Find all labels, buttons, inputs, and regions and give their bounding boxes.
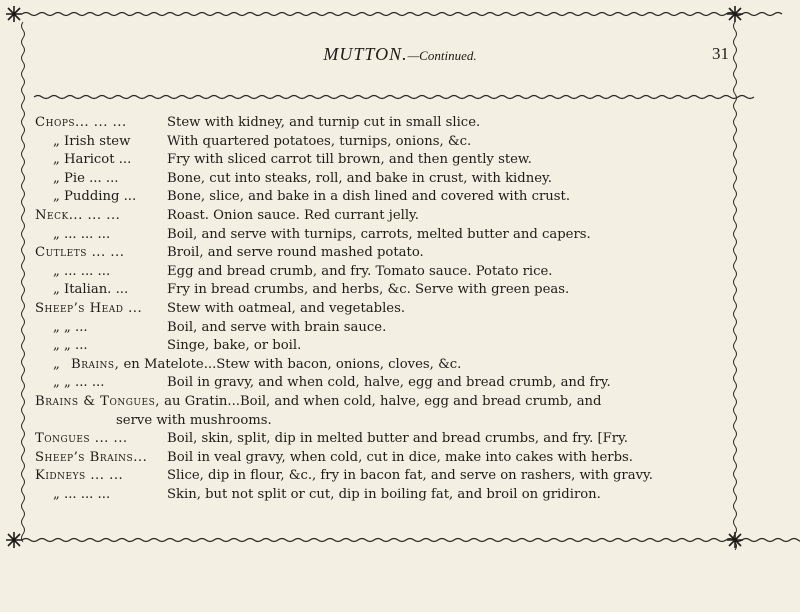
- item-label: Neck... ... ...: [35, 207, 121, 223]
- item-label: Cutlets ... ...: [35, 245, 125, 261]
- list-item-continuation: [35, 412, 771, 431]
- item-label: „ Pie ... ...: [53, 170, 119, 186]
- item-label: „ ... ... ...: [53, 226, 111, 242]
- item-heading: Brains & Tongues,: [35, 393, 160, 409]
- item-text: Broil, and serve round mashed potato.: [167, 245, 424, 261]
- title-main: MUTTON.: [323, 44, 408, 64]
- item-label: „ Italian. ...: [53, 282, 129, 298]
- item-label: „ Pudding ...: [53, 189, 137, 205]
- list-item: [35, 300, 771, 319]
- left-wavy-edge: [22, 22, 25, 542]
- item-text: Slice, dip in flour, &c., fry in bacon fat, and serve on rashers, with gravy.: [167, 468, 653, 484]
- item-text: serve with mushrooms.: [116, 412, 272, 428]
- recipe-list: [35, 114, 771, 504]
- list-item: [35, 449, 771, 468]
- list-item: [35, 151, 771, 170]
- item-text: Fry with sliced carrot till brown, and then gently stew.: [167, 152, 532, 168]
- item-text: Bone, slice, and bake in a dish lined and covered with crust.: [167, 189, 571, 205]
- item-text: en Matelote...Stew with bacon, onions, cloves, &c.: [123, 356, 462, 372]
- list-item: [35, 486, 771, 505]
- page-header: [0, 44, 800, 68]
- list-item: [35, 170, 771, 189]
- list-item: [35, 226, 771, 245]
- page-title: [0, 44, 800, 65]
- list-item: [35, 356, 771, 375]
- item-label: Kidneys ... ...: [35, 468, 124, 484]
- item-text: Singe, bake, or boil.: [167, 338, 302, 354]
- list-item: [35, 393, 771, 412]
- list-item: [35, 114, 771, 133]
- item-label: „ Irish stew: [53, 133, 131, 149]
- item-label: Sheep’s Head ...: [35, 300, 143, 316]
- item-label: [71, 356, 461, 375]
- item-text: Stew with oatmeal, and vegetables.: [167, 300, 406, 316]
- list-item: [35, 467, 771, 486]
- list-item: [35, 263, 771, 282]
- item-label: „: [53, 356, 60, 372]
- item-label: Chops... ... ...: [35, 115, 127, 130]
- list-item: [35, 319, 771, 338]
- list-item: [35, 188, 771, 207]
- list-item: [35, 430, 771, 449]
- item-text: Roast. Onion sauce. Red currant jelly.: [167, 207, 419, 223]
- list-item: [35, 281, 771, 300]
- list-item: [35, 133, 771, 152]
- list-item: [35, 374, 771, 393]
- item-label: „ „ ... ...: [53, 375, 105, 391]
- item-text: With quartered potatoes, turnips, onions, &c.: [167, 133, 472, 149]
- page-number: 31: [712, 44, 729, 63]
- item-heading: Brains,: [71, 356, 120, 372]
- list-item: [35, 244, 771, 263]
- item-label: „ „ ...: [53, 338, 88, 354]
- item-text: Boil, and serve with turnips, carrots, melted butter and capers.: [167, 226, 591, 242]
- item-text: Bone, cut into steaks, roll, and bake in crust, with kidney.: [167, 170, 552, 186]
- item-label: „ ... ... ...: [53, 263, 111, 279]
- item-label: Tongues ... ...: [35, 431, 128, 447]
- item-text: Boil, skin, split, dip in melted butter and bread crumbs, and fry. [Fry.: [167, 431, 628, 447]
- list-item: [35, 207, 771, 226]
- item-text: Boil in gravy, and when cold, halve, egg and bread crumb, and fry.: [167, 375, 611, 391]
- item-label: „ ... ... ...: [53, 486, 111, 502]
- list-item: [35, 337, 771, 356]
- item-label: „ Haricot ...: [53, 152, 132, 168]
- item-label: Sheep’s Brains...: [35, 449, 148, 465]
- title-subtitle: —Continued.: [407, 48, 477, 63]
- item-text: Egg and bread crumb, and fry. Tomato sauce. Potato rice.: [167, 263, 553, 279]
- item-text: Skin, but not split or cut, dip in boiling fat, and broil on gridiron.: [167, 486, 601, 502]
- item-label: „ „ ...: [53, 319, 88, 335]
- item-text: Boil in veal gravy, when cold, cut in dice, make into cakes with herbs.: [167, 449, 633, 465]
- item-text: au Gratin...Boil, and when cold, halve, egg and bread crumb, and: [164, 393, 602, 409]
- top-wavy-rule: [22, 13, 782, 16]
- item-label: [35, 393, 602, 412]
- header-wavy-rule: [34, 96, 754, 99]
- item-text: Boil, and serve with brain sauce.: [167, 319, 387, 335]
- item-text: Fry in bread crumbs, and herbs, &c. Serve with green peas.: [167, 282, 570, 298]
- bottom-wavy-rule: [22, 539, 800, 542]
- item-text: Stew with kidney, and turnip cut in small slice.: [167, 115, 481, 130]
